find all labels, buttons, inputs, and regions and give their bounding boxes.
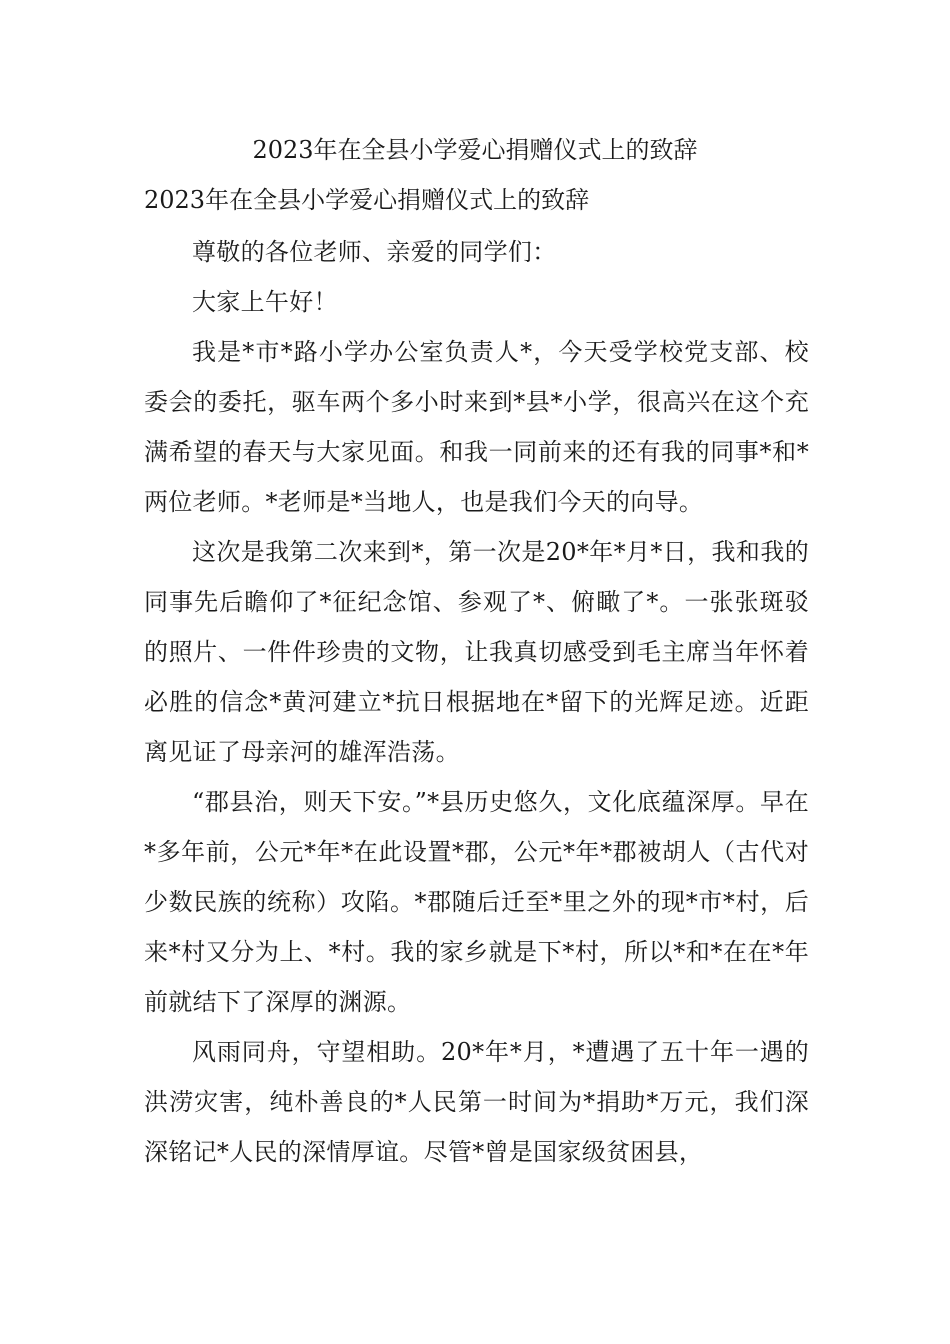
paragraph: 这次是我第二次来到*，第一次是20*年*月*日，我和我的同事先后瞻仰了*征纪念馆、参观了*、俯瞰了*。一张张斑驳的照片、一件件珍贵的文物，让我真切感受到毛主席当年怀着必胜的信念*黄河建立*抗日根据地在*留下的光辉足迹。近距离见证了母亲河的雄浑浩荡。 — [144, 538, 809, 766]
paragraph: 风雨同舟，守望相助。20*年*月，*遭遇了五十年一遇的洪涝灾害，纯朴善良的*人民第一时间为*捐助*万元，我们深深铭记*人民的深情厚谊。尽管*曾是国家级贫困县， — [144, 1038, 809, 1166]
paragraph: “郡县治，则天下安。”*县历史悠久，文化底蕴深厚。早在*多年前，公元*年*在此设置*郡，公元*年*郡被胡人（古代对少数民族的统称）攻陷。*郡随后迁至*里之外的现*市*村，后来*村又分为上、*村。我的家乡就是下*村，所以*和*在在*年前就结下了深厚的渊源。 — [144, 788, 809, 1016]
document-title: 2023年在全县小学爱心捐赠仪式上的致辞 — [252, 136, 698, 164]
paragraph-greeting: 大家上午好！ — [192, 288, 338, 316]
document-body — [144, 227, 809, 1177]
paragraph: 我是*市*路小学办公室负责人*，今天受学校党支部、校委会的委托，驱车两个多小时来到*县*小学，很高兴在这个充满希望的春天与大家见面。和我一同前来的还有我的同事*和*两位老师。*老师是*当地人，也是我们今天的向导。 — [144, 338, 809, 516]
document-subtitle: 2023年在全县小学爱心捐赠仪式上的致辞 — [144, 186, 590, 214]
paragraph-salutation: 尊敬的各位老师、亲爱的同学们： — [192, 238, 557, 266]
